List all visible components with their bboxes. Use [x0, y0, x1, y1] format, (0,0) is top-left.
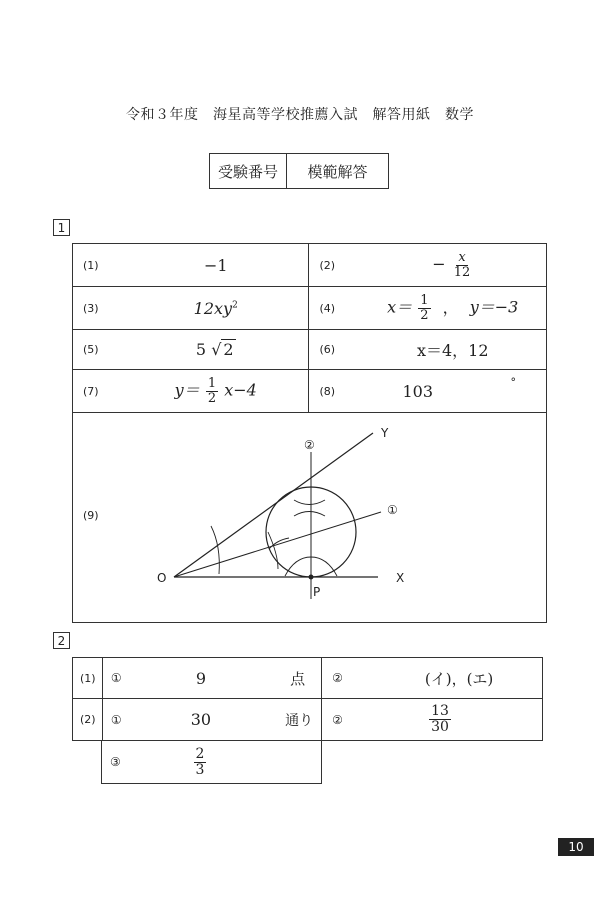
answer-8-value: 103 — [402, 381, 434, 401]
numerator: 2 — [195, 745, 205, 762]
section-2-number: 2 — [53, 632, 70, 649]
label-p: P — [313, 585, 321, 599]
answer-3-exponent: 2 — [232, 300, 238, 311]
sub-label: ③ — [110, 755, 121, 769]
answer-2-1-2-value: (イ)，(エ) — [424, 669, 494, 688]
answer-2-1-1-unit: 点 — [290, 669, 306, 688]
answer-7-lhs: y＝ — [174, 380, 200, 400]
answer-7 — [123, 377, 308, 405]
section-1-number: 1 — [53, 219, 70, 236]
answer-cell-2-2-2 — [322, 699, 543, 741]
answer-4-y: y＝−3 — [469, 297, 519, 317]
section-1-answer-table — [72, 243, 547, 623]
answer-2-2-1-unit: 通り — [285, 712, 314, 729]
answer-cell-8 — [309, 370, 547, 413]
answer-cell-3 — [73, 287, 309, 330]
question-label: (8) — [319, 384, 336, 398]
degree-unit: ° — [510, 375, 516, 389]
answer-2-1-1-value: 9 — [195, 668, 206, 688]
numerator: 13 — [431, 703, 449, 720]
marker-2: ② — [304, 438, 315, 452]
answer-6: x＝4，12 — [416, 341, 489, 360]
question-label: (7) — [83, 384, 99, 398]
answer-cell-4 — [309, 287, 547, 330]
answer-2-2-3 — [170, 747, 230, 777]
section-2-answer-row-3 — [101, 740, 322, 784]
answer-cell-5 — [73, 330, 309, 370]
answer-cell-2-2-1 — [102, 699, 321, 741]
denominator: 30 — [431, 719, 449, 735]
answer-cell-2-1-2 — [322, 658, 543, 699]
construction-arc — [294, 500, 325, 505]
construction-arc — [269, 538, 289, 549]
question-label: (6) — [319, 343, 336, 356]
marker-1: ① — [387, 503, 398, 517]
answer-3-base: 12xy — [193, 298, 233, 318]
label-x: X — [396, 571, 405, 585]
answer-2-2-3-fraction — [194, 747, 207, 777]
answer-cell-7 — [73, 370, 309, 413]
construction-arc — [294, 511, 325, 516]
question-label: (2) — [73, 699, 103, 741]
sub-label: ① — [110, 671, 122, 685]
radical-icon: √ — [211, 340, 222, 359]
exam-number-value: 模範解答 — [307, 162, 368, 181]
numerator: 1 — [207, 375, 217, 391]
question-label: (1) — [83, 258, 99, 272]
page-title: 令和３年度 海星高等学校推薦入試 解答用紙 数学 — [126, 107, 474, 123]
answer-3 — [123, 299, 308, 318]
answer-2-fraction — [452, 251, 473, 279]
answer-2-2-2 — [376, 704, 542, 734]
answer-4-separator: ， — [442, 297, 459, 317]
answer-4-x: x＝ — [387, 297, 413, 317]
answer-5 — [123, 340, 308, 359]
numerator: 1 — [420, 292, 429, 308]
answer-cell-2 — [309, 244, 547, 287]
ray-oy — [174, 433, 373, 577]
answer-7-rest: x−4 — [224, 380, 257, 400]
answer-5-coef: 5 — [195, 340, 207, 359]
question-label: (1) — [73, 658, 103, 699]
answer-2-2-1-value: 30 — [190, 710, 212, 729]
sub-label: ① — [110, 712, 122, 727]
label-y: Y — [381, 426, 389, 440]
numerator: x — [458, 249, 466, 265]
answer-4 — [359, 294, 546, 322]
answer-2-2-2-fraction — [429, 704, 451, 734]
denominator: 2 — [420, 307, 429, 323]
question-label: (9) — [83, 509, 99, 522]
point-p — [309, 574, 314, 579]
question-label: (2) — [319, 258, 336, 272]
answer-cell-1 — [73, 244, 309, 287]
answer-4-fraction — [418, 294, 430, 322]
label-o: O — [157, 571, 167, 585]
answer-5-radicand: 2 — [223, 340, 234, 359]
answer-cell-2-2-3 — [102, 741, 322, 784]
question-label: (3) — [83, 301, 99, 315]
section-2-answer-table — [72, 657, 543, 741]
answer-1: −1 — [203, 255, 228, 275]
answer-cell-2-1-1 — [102, 658, 321, 699]
denominator: 3 — [195, 761, 205, 778]
sub-label: ② — [332, 712, 343, 727]
answer-cell-6 — [309, 330, 547, 370]
exam-number-box — [209, 153, 389, 189]
sub-label: ② — [332, 671, 343, 685]
question-label: (5) — [83, 343, 99, 356]
question-label: (4) — [319, 301, 336, 315]
answer-2-sign: − — [432, 254, 446, 274]
answer-2 — [359, 251, 546, 279]
page-number: 10 — [558, 838, 594, 856]
denominator: 12 — [453, 264, 471, 280]
exam-number-label: 受験番号 — [210, 154, 287, 188]
denominator: 2 — [207, 390, 217, 406]
angle-bisector-line — [174, 512, 381, 577]
answer-cell-9 — [73, 413, 547, 623]
answer-7-fraction — [206, 377, 218, 405]
